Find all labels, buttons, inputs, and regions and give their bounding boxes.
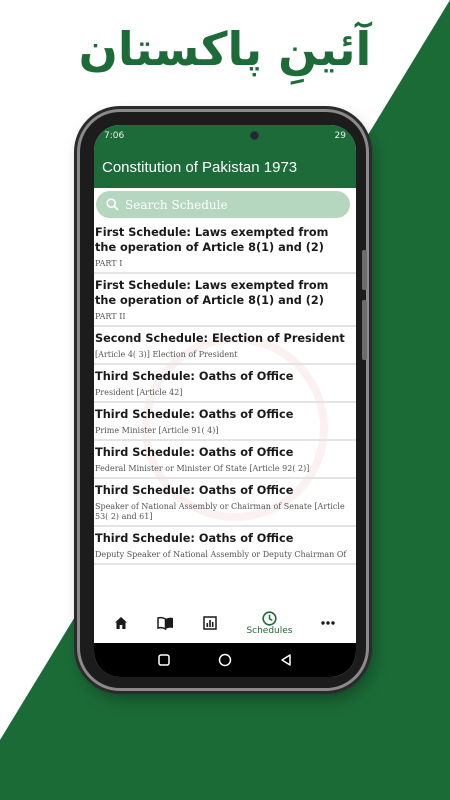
list-item-subtitle: Deputy Speaker of National Assembly or Deputy Chairman Of xyxy=(95,550,347,559)
list-item-subtitle: President [Article 42] xyxy=(95,388,183,397)
list-item-title: Third Schedule: Oaths of Office xyxy=(95,484,294,497)
home-circle-icon[interactable] xyxy=(218,653,232,667)
camera-icon xyxy=(250,131,259,140)
home-icon xyxy=(114,616,128,630)
list-item[interactable] xyxy=(94,403,356,441)
phone-volume-button xyxy=(362,300,367,360)
schedule-list[interactable] xyxy=(94,221,356,625)
status-time: 7:06 xyxy=(104,130,125,141)
search-placeholder: Search Schedule xyxy=(125,197,228,212)
list-item-title: Third Schedule: Oaths of Office xyxy=(95,446,294,459)
list-item-title: First Schedule: Laws exempted from the operation of Article 8(1) and (2) xyxy=(95,279,329,307)
list-item[interactable] xyxy=(94,527,356,565)
nav-more[interactable] xyxy=(321,620,335,626)
list-item-title: Second Schedule: Election of President xyxy=(95,332,345,345)
bottom-nav xyxy=(94,603,356,643)
clock-icon xyxy=(262,611,277,626)
nav-book[interactable] xyxy=(157,616,174,630)
list-item-subtitle: [Article 4( 3)] Election of President xyxy=(95,350,238,359)
list-item[interactable] xyxy=(94,274,356,327)
banner-title: آئینِ پاکستان xyxy=(78,22,372,76)
list-item-title: Third Schedule: Oaths of Office xyxy=(95,532,294,545)
nav-schedules-label: Schedules xyxy=(246,625,293,636)
list-item-subtitle: PART I xyxy=(95,259,123,268)
list-item[interactable] xyxy=(94,441,356,479)
book-icon xyxy=(157,616,174,630)
list-item-title: Third Schedule: Oaths of Office xyxy=(95,408,294,421)
list-item-subtitle: Speaker of National Assembly or Chairman of Senate [Article 53( 2) and 61] xyxy=(95,502,345,521)
app-title: Constitution of Pakistan 1973 xyxy=(102,158,298,176)
more-icon xyxy=(321,620,335,626)
status-bar xyxy=(94,125,356,146)
back-icon[interactable] xyxy=(279,653,293,667)
app-bar xyxy=(94,146,356,188)
list-item-subtitle: Federal Minister or Minister Of State [Article 92( 2)] xyxy=(95,464,310,473)
phone-screen xyxy=(94,125,356,677)
list-item-subtitle: Prime Minister [Article 91( 4)] xyxy=(95,426,219,435)
nav-schedules[interactable] xyxy=(246,611,292,636)
list-item-title: Third Schedule: Oaths of Office xyxy=(95,370,294,383)
list-item-title: First Schedule: Laws exempted from the operation of Article 8(1) and (2) xyxy=(95,226,329,254)
phone-side-button xyxy=(362,250,367,290)
system-nav-bar xyxy=(94,643,356,677)
status-right: 29 xyxy=(334,130,346,141)
list-item[interactable] xyxy=(94,365,356,403)
nav-chart[interactable] xyxy=(203,616,217,630)
chart-icon xyxy=(203,616,217,630)
list-item[interactable] xyxy=(94,327,356,365)
list-item[interactable] xyxy=(94,479,356,527)
nav-home[interactable] xyxy=(114,616,128,630)
list-item[interactable] xyxy=(94,221,356,274)
search-input[interactable] xyxy=(96,191,350,218)
search-icon xyxy=(106,198,119,211)
recents-icon[interactable] xyxy=(157,653,171,667)
list-item-subtitle: PART II xyxy=(95,312,126,321)
